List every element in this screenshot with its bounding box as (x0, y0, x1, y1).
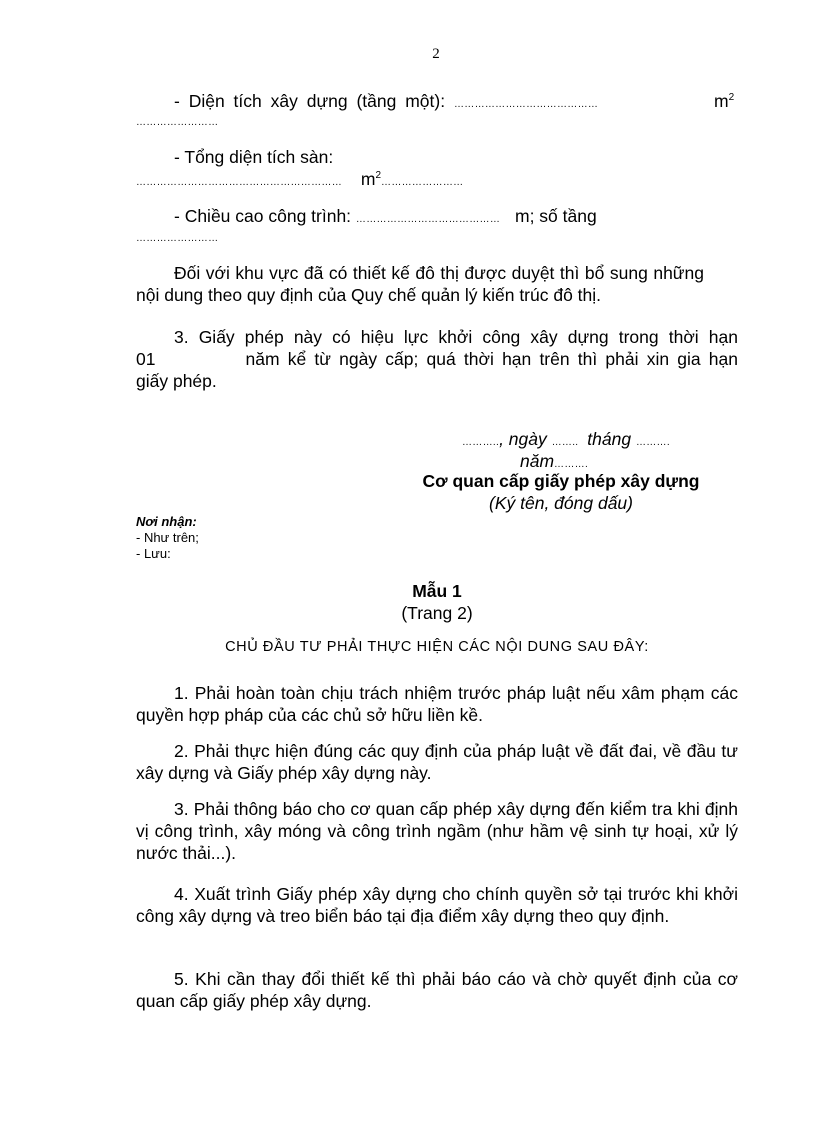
recipients-title: Nơi nhận: (136, 514, 197, 529)
height-dots: …………………………………… (355, 214, 501, 225)
month-word: tháng (587, 429, 632, 449)
year-dots: ………. (554, 459, 589, 470)
validity-line-2: 01 năm kể từ ngày cấp; quá thời hạn trên thì phải xin gia hạn (136, 349, 738, 369)
floor-area-unit: $m^2$ (714, 91, 735, 111)
issuing-agency: Cơ quan cấp giấy phép xây dựng (422, 471, 700, 491)
total-area-line (136, 168, 463, 194)
place-dots: ……….. (462, 437, 500, 448)
height-unit: m; số tầng (515, 206, 597, 226)
validity-line-3: giấy phép. (136, 371, 217, 391)
date-word: , ngày (499, 429, 547, 449)
total-area-unit: $m^2$ (360, 169, 382, 189)
obligation-item: 3. Phải thông báo cho cơ quan cấp phép xây dựng đến kiểm tra khi định vị công trình, xây móng và công trình ngầm (như hầm vệ sinh tự hoại, xử lý nước thải...). (136, 799, 738, 863)
floor-area-dots: …………………………………… (453, 99, 599, 110)
obligation-item: 1. Phải hoàn toàn chịu trách nhiệm trước pháp luật nếu xâm phạm các quyền hợp pháp của các chủ sở hữu liền kề. (136, 683, 738, 725)
urban-design-paragraph: Đối với khu vực đã có thiết kế đô thị được duyệt thì bổ sung những nội dung theo quy định của Quy chế quản lý kiến trúc đô thị. (136, 263, 704, 305)
height-line (174, 205, 597, 231)
obligation-item: 2. Phải thực hiện đúng các quy định của pháp luật về đất đai, về đầu tư xây dựng và Giấy phép xây dựng này. (136, 741, 738, 783)
year-word: năm (520, 451, 555, 471)
floor-area-dots-2: …………………… (136, 117, 219, 128)
floor-area-label: - Diện tích xây dựng (tầng một): (174, 91, 446, 111)
total-area-label: - Tổng diện tích sàn: (174, 147, 334, 167)
height-label: - Chiều cao công trình: (174, 206, 352, 226)
obligation-item: 4. Xuất trình Giấy phép xây dựng cho chính quyền sở tại trước khi khởi công xây dựng và treo biển báo tại địa điểm xây dựng theo quy định. (136, 884, 738, 926)
page-number: 2 (432, 46, 440, 62)
total-area-dots: …………………………………………………… (136, 177, 342, 188)
obligation-item: 5. Khi cần thay đổi thiết kế thì phải báo cáo và chờ quyết định của cơ quan cấp giấy phép xây dựng. (136, 969, 738, 1011)
floor-area-line (174, 90, 598, 116)
obligations-heading: CHỦ ĐẦU TƯ PHẢI THỰC HIỆN CÁC NỘI DUNG SAU ĐÂY: (225, 639, 649, 655)
recipient-item: - Như trên; (136, 530, 199, 545)
month-dots: ………. (635, 437, 670, 448)
validity-line-1: 3. Giấy phép này có hiệu lực khởi công xây dựng trong thời hạn (174, 327, 738, 347)
form-subtitle: (Trang 2) (401, 603, 473, 623)
day-dots: …….. (551, 437, 579, 448)
form-title: Mẫu 1 (412, 581, 462, 601)
total-area-dots-2: …………………… (381, 177, 464, 188)
sign-note: (Ký tên, đóng dấu) (489, 493, 633, 513)
height-dots-2: …………………… (136, 233, 219, 244)
recipient-item: - Lưu: (136, 546, 171, 561)
